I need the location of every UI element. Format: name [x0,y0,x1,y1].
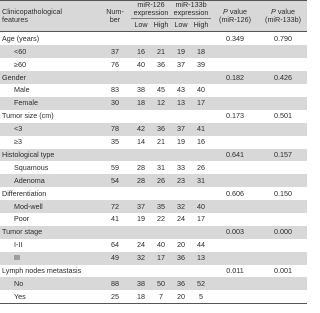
row-label: Poor [14,214,30,224]
cell-mir126-low [131,32,151,45]
row-label: Lymph nodes metastasis [2,265,82,275]
header-mir133b-low: Low [171,18,191,32]
row-label: Tumor size (cm) [2,111,54,121]
row-label: Gender [0,71,99,84]
cell-mir133b-low: 20 [171,290,191,303]
cell-mir133b-high: 39 [197,59,206,69]
cell-pvalue-mir126 [211,136,259,149]
header-mir126-low: Low [131,18,151,32]
cell-mir133b-low: 33 [177,162,186,172]
row-label: ≥3 [14,137,22,147]
row-label: Differentiation [2,188,47,198]
cell-number: 76 [111,59,119,69]
table-row [0,71,307,84]
table-row [0,200,307,213]
table-row [0,161,307,174]
cell-mir126-high: 17 [151,252,171,265]
table-row [0,110,307,123]
cell-mir126-high [151,32,171,45]
header-mir133b-high: High [191,18,211,32]
cell-mir133b-high: 41 [191,123,211,136]
cell-number: 37 [99,45,131,58]
cell-mir126-high: 45 [157,85,165,95]
cell-mir126-low: 19 [137,214,145,224]
cell-mir126-low: 16 [131,45,151,58]
cell-mir126-low: 14 [137,137,145,147]
cell-mir133b-low [171,71,191,84]
cell-pvalue-mir126 [211,84,259,97]
header-features-line2: features [2,15,28,25]
cell-mir126-low: 28 [131,174,151,187]
cell-mir133b-low [171,187,191,200]
row-label: Age (years) [2,33,40,43]
cell-number: 72 [99,200,131,213]
cell-pvalue-mir126 [211,174,259,187]
cell-mir126-low [131,187,151,200]
cell-pvalue-mir126: 0.349 [226,33,245,43]
cell-pvalue-mir133b: 0.157 [259,149,307,162]
cell-pvalue-mir133b: 0.001 [274,265,293,275]
cell-pvalue-mir133b [259,290,307,303]
row-label: ≥60 [14,59,26,69]
table-row [0,265,307,278]
cell-mir133b-high: 16 [197,137,206,147]
table-row [0,290,307,303]
row-label: Squamous [14,162,49,172]
row-label: No [0,277,99,290]
cell-pvalue-mir126 [211,200,259,213]
cell-pvalue-mir126 [211,123,259,136]
cell-mir133b-low [171,110,191,123]
cell-mir126-low [131,71,151,84]
cell-mir133b-low: 32 [171,200,191,213]
cell-mir133b-high: 40 [197,85,206,95]
cell-mir126-low: 40 [137,59,145,69]
cell-mir133b-low: 20 [177,240,186,250]
cell-mir126-high [151,226,171,239]
cell-pvalue-mir126: 0.606 [226,188,245,198]
header-mir126-line1: miR-126 [137,0,165,9]
table-row [0,226,307,239]
cell-mir126-high: 50 [151,277,171,290]
cell-mir126-high: 7 [151,290,171,303]
header-pvalue-mir126 [211,1,259,32]
cell-mir133b-high [191,110,211,123]
table-row [0,97,307,110]
cell-pvalue-mir126 [211,239,259,252]
cell-number [99,32,131,45]
cell-mir133b-high [191,187,211,200]
cell-pvalue-mir126 [211,97,259,110]
table-row [0,174,307,187]
cell-pvalue-mir126 [211,45,259,58]
cell-mir133b-low [171,149,191,162]
table-row [0,187,307,200]
cell-pvalue-mir133b: 0.000 [259,226,307,239]
cell-mir126-high [151,71,171,84]
cell-pvalue-mir126 [211,58,259,71]
cell-mir126-high: 36 [157,59,165,69]
cell-mir133b-low: 23 [171,174,191,187]
table-row [0,277,307,290]
row-label: Adenoma [0,174,99,187]
cell-pvalue-mir126: 0.173 [226,111,245,121]
cell-mir126-high: 36 [151,123,171,136]
header-mir133b-line2: expression [173,8,209,18]
cell-mir133b-high: 26 [197,162,206,172]
cell-pvalue-mir126 [211,213,259,226]
cell-number: 78 [99,123,131,136]
cell-mir133b-high [191,265,211,278]
cell-pvalue-mir126 [211,252,259,265]
row-label: Mod-well [0,200,99,213]
cell-mir133b-low [171,265,191,278]
cell-mir133b-low: 19 [171,45,191,58]
header-pvalue-mir133b-word: value [275,6,296,16]
cell-mir133b-low: 43 [177,85,186,95]
table-row [0,149,307,162]
header-features [0,1,99,32]
cell-number: 83 [111,85,119,95]
row-label: Yes [0,290,99,303]
cell-mir133b-high: 18 [191,45,211,58]
cell-mir133b-high: 52 [191,277,211,290]
cell-pvalue-mir126 [211,277,259,290]
cell-mir133b-high: 40 [191,200,211,213]
cell-number: 64 [111,240,119,250]
cell-mir133b-low: 36 [171,277,191,290]
cell-pvalue-mir133b [259,45,307,58]
cell-pvalue-mir133b [259,200,307,213]
table-row [0,58,307,71]
cell-mir126-low: 18 [131,97,151,110]
cell-mir126-low: 24 [137,240,145,250]
header-mir126-high: High [151,18,171,32]
row-label: <3 [0,123,99,136]
header-mir126-line2: expression [133,8,169,18]
cell-mir126-high: 40 [157,240,165,250]
cell-pvalue-mir126 [211,290,259,303]
cell-number [99,110,131,123]
cell-pvalue-mir133b [259,174,307,187]
cell-mir126-high [151,110,171,123]
cell-mir126-high: 12 [151,97,171,110]
cell-number [99,187,131,200]
cell-mir133b-high: 5 [191,290,211,303]
header-pvalue-mir126-p: P [223,6,228,16]
cell-mir133b-low: 19 [177,137,186,147]
cell-pvalue-mir133b: 0.501 [274,111,293,121]
cell-mir133b-low: 36 [171,252,191,265]
cell-number: 25 [99,290,131,303]
cell-number: 41 [111,214,119,224]
cell-pvalue-mir133b [259,161,307,174]
cell-pvalue-mir126: 0.003 [211,226,259,239]
header-features-line1: Clinicopathological [2,6,62,16]
table-row [0,32,307,45]
row-label: III [0,252,99,265]
cell-number [99,71,131,84]
cell-pvalue-mir133b [259,213,307,226]
row-label: <60 [0,45,99,58]
table-row [0,123,307,136]
cell-mir126-high: 21 [151,45,171,58]
cell-mir133b-high [191,32,211,45]
cell-mir126-low [131,149,151,162]
cell-mir126-low [131,265,151,278]
header-pvalue-mir133b [259,1,307,32]
cell-pvalue-mir133b [259,252,307,265]
table-row [0,252,307,265]
table-header [0,1,307,32]
cell-mir126-high: 26 [151,174,171,187]
cell-mir133b-high: 17 [197,214,206,224]
row-label: I-II [14,240,23,250]
cell-number [99,265,131,278]
cell-pvalue-mir126: 0.011 [226,265,244,275]
header-mir133b-line1: miR-133b [175,0,207,9]
cell-mir133b-high [191,149,211,162]
cell-number: 88 [99,277,131,290]
cell-mir126-low: 38 [137,85,145,95]
cell-mir126-high [151,149,171,162]
cell-mir133b-low: 13 [171,97,191,110]
cell-mir133b-high [191,226,211,239]
cell-mir133b-high: 13 [191,252,211,265]
cell-pvalue-mir126: 0.182 [211,71,259,84]
table-row [0,45,307,58]
cell-mir126-high: 21 [157,137,165,147]
cell-mir126-low: 32 [131,252,151,265]
cell-mir126-low: 28 [137,162,145,172]
cell-mir133b-low: 37 [177,59,186,69]
table-row [0,213,307,226]
cell-number: 59 [111,162,119,172]
header-number-line1: Num- [106,6,124,16]
header-mir126 [131,1,171,19]
cell-mir133b-low: 24 [177,214,186,224]
table-row [0,136,307,149]
cell-number: 49 [99,252,131,265]
cell-mir133b-low: 37 [171,123,191,136]
cell-pvalue-mir133b [259,123,307,136]
cell-pvalue-mir126 [211,161,259,174]
table-row [0,84,307,97]
cell-pvalue-mir133b: 0.150 [274,188,293,198]
cell-pvalue-mir133b [259,84,307,97]
cell-pvalue-mir126: 0.641 [211,149,259,162]
cell-mir126-high: 31 [157,162,165,172]
cell-mir126-low: 18 [131,290,151,303]
cell-mir126-low [131,110,151,123]
cell-mir133b-high: 44 [197,240,206,250]
header-pvalue-mir133b-p: P [271,6,276,16]
header-number [99,1,131,32]
cell-number [99,226,131,239]
cell-pvalue-mir133b [259,239,307,252]
header-pvalue-mir126-sub: (miR-126) [219,15,251,25]
cell-mir126-high [151,265,171,278]
cell-pvalue-mir133b [259,97,307,110]
cell-mir133b-high: 31 [191,174,211,187]
row-label: Female [0,97,99,110]
header-mir133b [171,1,211,19]
cell-mir133b-high: 17 [191,97,211,110]
cell-mir126-high [151,187,171,200]
cell-pvalue-mir133b: 0.790 [274,33,293,43]
cell-mir133b-low [171,226,191,239]
header-pvalue-mir126-word: value [227,6,248,16]
cell-mir126-high: 22 [157,214,165,224]
row-label: Male [14,85,30,95]
cell-number: 35 [111,137,119,147]
cell-pvalue-mir133b [259,136,307,149]
cell-mir126-high: 35 [151,200,171,213]
cell-mir126-low [131,226,151,239]
cell-mir133b-low [171,32,191,45]
header-number-line2: ber [109,15,121,25]
cell-pvalue-mir133b [259,58,307,71]
row-label: Histological type [0,149,99,162]
header-pvalue-mir133b-sub: (miR-133b) [265,15,301,25]
cell-number: 30 [99,97,131,110]
cell-mir126-low: 37 [131,200,151,213]
cell-mir126-low: 38 [131,277,151,290]
cell-pvalue-mir133b [259,277,307,290]
table-body [0,32,307,304]
cell-mir126-low: 42 [131,123,151,136]
row-label: Tumor stage [0,226,99,239]
cell-mir133b-high [191,71,211,84]
cell-number [99,149,131,162]
cell-pvalue-mir133b: 0.426 [259,71,307,84]
table-row [0,239,307,252]
cell-number: 54 [99,174,131,187]
